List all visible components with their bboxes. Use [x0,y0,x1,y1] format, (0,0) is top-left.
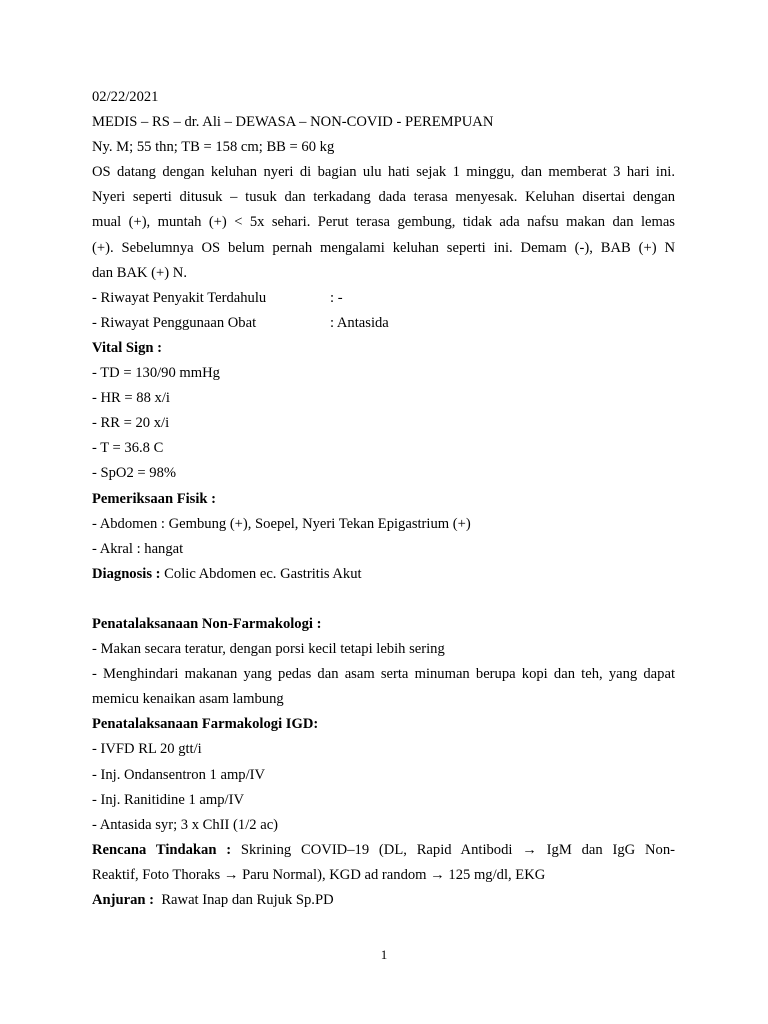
blank-line [92,587,675,612]
case-header: MEDIS – RS – dr. Ali – DEWASA – NON-COVID - PEREMPUAN [92,114,494,131]
plan-text: Skrining COVID–19 (DL, Rapid Antibodi → IgM dan IgG Non- [231,841,675,858]
non-pharma-item: - Makan secara teratur, dengan porsi kecil tetapi lebih sering [92,641,445,658]
history-row [92,311,675,336]
pharma-item: - Antasida syr; 3 x ChII (1/2 ac) [92,816,279,833]
anamnesis-line: mual (+), muntah (+) < 5x sehari. Perut terasa gembung, tidak ada nafsu makan dan lemas [92,214,675,231]
anamnesis-line: (+). Sebelumnya OS belum pernah mengalami keluhan seperti ini. Demam (-), BAB (+) N [92,239,675,256]
physical-exam-item: - Abdomen : Gembung (+), Soepel, Nyeri Tekan Epigastrium (+) [92,515,471,532]
vital-sign-heading: Vital Sign : [92,339,163,356]
vital-sign-item: - HR = 88 x/i [92,390,170,407]
recommendation-label: Anjuran : [92,892,155,908]
pharma-heading: Penatalaksanaan Farmakologi IGD: [92,716,319,733]
vital-sign-item: - T = 36.8 C [92,440,164,457]
physical-exam-heading: Pemeriksaan Fisik : [92,490,217,507]
anamnesis-line: Nyeri seperti ditusuk – tusuk dan terkadang dada terasa menyesak. Keluhan disertai dengan [92,189,675,206]
diagnosis-label: Diagnosis : [92,565,161,582]
non-pharma-item: - Menghindari makanan yang pedas dan asam serta minuman berupa kopi dan teh, yang dapat [92,666,675,683]
history-value: : Antasida [330,314,389,331]
non-pharma-item-continued: memicu kenaikan asam lambung [92,691,284,708]
document-body [92,85,675,913]
plan-text-continued: Reaktif, Foto Thoraks → Paru Normal), KGD ad random → 125 mg/dl, EKG [92,866,546,883]
vital-sign-item: - RR = 20 x/i [92,415,170,432]
non-pharma-heading: Penatalaksanaan Non-Farmakologi : [92,615,322,632]
anamnesis-line: OS datang dengan keluhan nyeri di bagian ulu hati sejak 1 minggu, dan memberat 3 hari ini. [92,164,675,181]
plan-row [92,838,675,863]
diagnosis-value: Colic Abdomen ec. Gastritis Akut [160,565,362,582]
history-label: - Riwayat Penggunaan Obat [92,314,257,331]
history-row [92,286,675,311]
pharma-item: - Inj. Ondansentron 1 amp/IV [92,766,266,783]
history-value: : - [330,289,343,306]
recommendation-value: Rawat Inap dan Rujuk Sp.PD [154,892,334,908]
page-number: 1 [380,947,388,962]
document-date: 02/22/2021 [92,89,159,105]
physical-exam-item: - Akral : hangat [92,540,184,557]
patient-info: Ny. M; 55 thn; TB = 158 cm; BB = 60 kg [92,139,335,156]
pharma-item: - Inj. Ranitidine 1 amp/IV [92,791,244,808]
plan-label: Rencana Tindakan : [92,841,232,858]
pharma-item: - IVFD RL 20 gtt/i [92,741,202,758]
diagnosis-row [92,562,675,587]
recommendation-row [92,888,675,913]
vital-sign-item: - TD = 130/90 mmHg [92,365,220,382]
history-label: - Riwayat Penyakit Terdahulu [92,289,267,306]
vital-sign-item: - SpO2 = 98% [92,465,177,482]
anamnesis-line: dan BAK (+) N. [92,264,187,281]
